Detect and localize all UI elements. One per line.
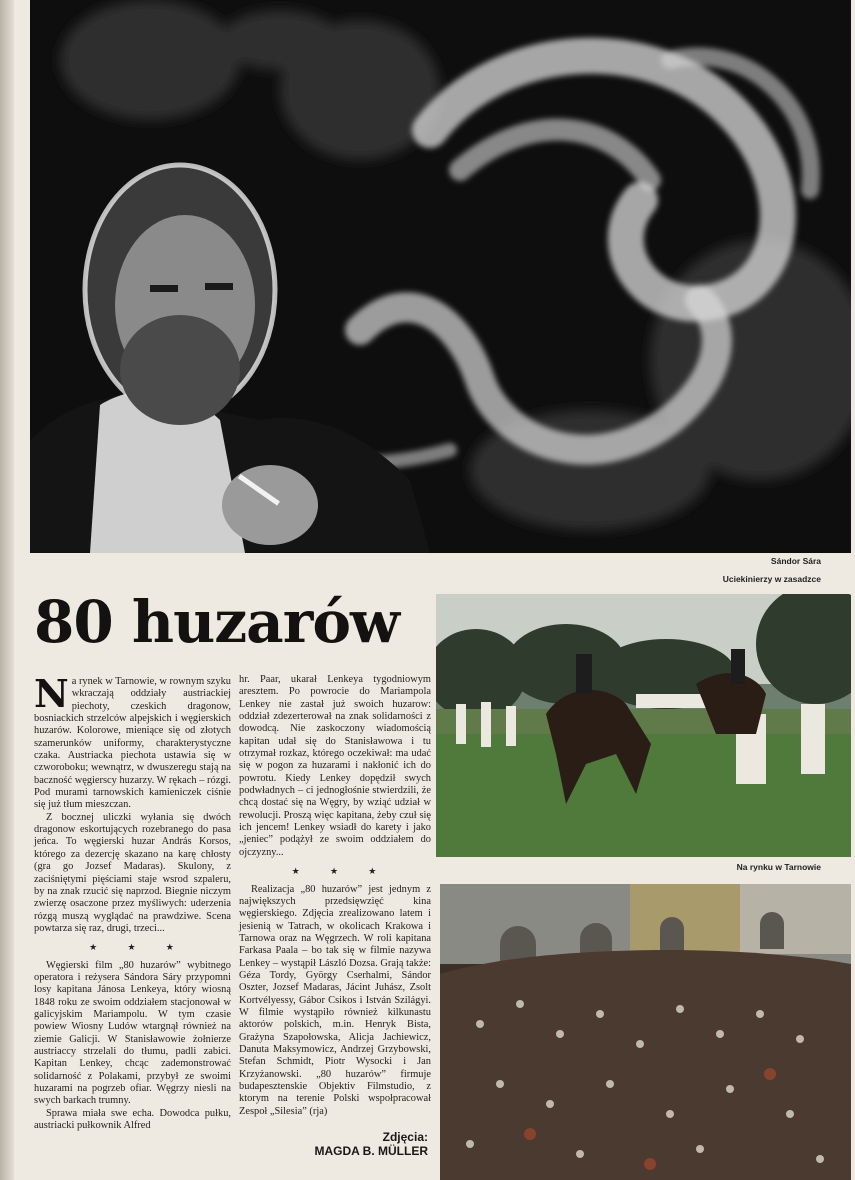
photo-credit-name: MAGDA B. MÜLLER	[314, 1144, 428, 1158]
paragraph-3: Węgierski film „80 huzarów” wybitnego operatora i reżysera Sándora Sáry przypomni losy kapitana Jánosa Lenkeya, który wiosną 1848 roku ze swoim oddziałem stacjonował w galicyjskim Mariampolu. W tym czasie powiew Wiosny Ludów wtargnął również na ziemie Galicji. W Stanisławowie żołnierze austriaccy strzelali do tłumu, padli zabici. Kapitan Lenkey, chcąc zademonstrować solidarność z Polakami, przybył ze swoimi huzarami na pogrzeb ofiar. Węgrzy niesli na swych barkach trumny.	[34, 959, 231, 1107]
section-divider-stars-2: ★ ★ ★	[291, 866, 391, 877]
drop-cap: N	[34, 671, 69, 716]
portrait-credit: Sándor Sára	[770, 556, 821, 566]
paragraph-1	[34, 671, 231, 812]
paragraph-2: Z bocznej uliczki wyłania się dwóch dragonow eskortujących rozebranego do pasa jeńca. To węgierski huzar András Korsos, którego za dezercję skazano na karę chłosty (gra go Jozsef Madaras). Skulony, z zaciśniętymi pięściami staje wsrod szpaleru, by na znak rzucić się naprzod. Biegnie niczym zwierzę osaczone przez myśliwych: uderzenia rózgą muszą wyglądać na prawdziwe. Scena powtarza się raz, drugi, trzeci...	[34, 811, 231, 934]
article-title: 80 huzarów	[34, 588, 399, 656]
paragraph-1-text: a rynek w Tarnowie, w rownym szyku wkraczają oddziały austriackiej piechoty, czeskich dragonow, bosniackich strzelców alpejskich i węgierskich huzarów. Kolorowe, mieniące się od złotych szamerunków uniformy, charakterystyczne czaka. Austriacka piechota ustawia się w czworoboku; wewnątrz, w dwuszeregu stają na baczność węgierscy huzarzy. W rękach – rózgi. Pod murami tarnowskich kamieniczek ciśnie się już tłum mieszczan.	[34, 676, 231, 811]
article-column-2	[239, 674, 431, 1118]
section-divider-stars: ★ ★ ★	[89, 942, 188, 953]
paragraph-6: Realizacja „80 huzarów” jest jednym z największych przedsięwzięć kina węgierskiego. Zdjęcia zrealizowano latem i jesienią w Tatrach, w okolicach Krakowa i Tarnowa oraz na Węgrzech. W roli kapitana Farkasa Paala – bo tak się w filmie nazywa Lenkey – wystąpił László Dozsa. Grają także: Géza Tordy, György Cserhalmi, Sándor Oszter, Jozsef Madaras, Jácint Juhász, Zsolt Kortvélyessy, Gábor Csikos i István Szilágyi. W filmie wystąpiło również kilkunastu aktorów polskich, m.in. Henryk Bista, Grażyna Szapołowska, Alicja Jachiewicz, Danuta Maksymowicz, Andrzej Grzybowski, Stefan Schmidt, Piotr Wysocki i Jan Krzyżanowski. „80 huzarów” firmuje budapesztenskie Objektiv Filmstudio, z ktorym na terenie Polski wspołpracował Zespoł „Silesia” (rja)	[239, 883, 431, 1117]
cavalry-caption: Na rynku w Tarnowie	[736, 862, 821, 872]
cavalry-scene-photo	[436, 594, 851, 857]
market-square-photo	[440, 884, 851, 1180]
portrait-caption: Uciekinierzy w zasadzce	[722, 574, 821, 584]
portrait-photo	[30, 0, 851, 553]
paragraph-5: hr. Paar, ukarał Lenkeya tygodniowym aresztem. Po powrocie do Mariampola Lenkey nie zastał już swoich huzarow: oddział zdezerterował na znak solidarności z dowodcą. Nie zaskoczony wiadomością kapitan udał się do Stanisławowa i tu otrzymał rozkaz, którego oczekiwał: ma udać się w pogon za huzarami i nakłonić ich do powrotu. Kiedy Lenkey dopędził swych podwładnych – ci jednogłośnie stwierdzili, że chcą dostać się na Węgry, by wziąć udział w rewolucji. Proszą więc kapitana, żeby czuł się ich jencem! Lenkey wsiadł do karety i jako „jeniec” podążył ze swoim oddziałem do ojczyzny...	[239, 674, 431, 858]
page-edge	[0, 0, 14, 1180]
paragraph-4: Sprawa miała swe echa. Dowodca pułku, austriacki pułkownik Alfred	[34, 1107, 231, 1132]
photo-credit	[296, 1130, 428, 1158]
photo-credit-label: Zdjęcia:	[382, 1130, 428, 1144]
article-column-1	[34, 671, 231, 1132]
